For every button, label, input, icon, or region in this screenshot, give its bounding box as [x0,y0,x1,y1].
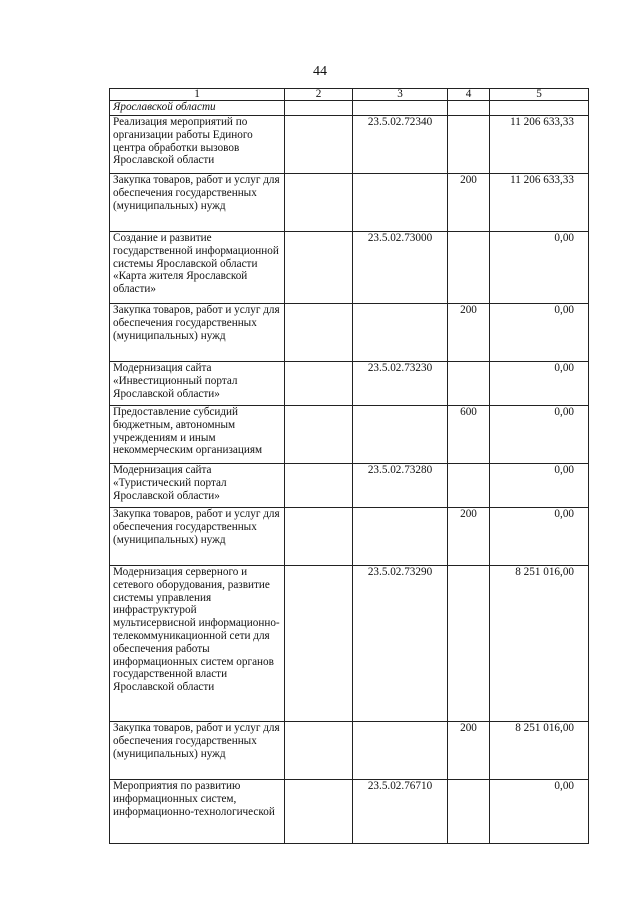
table-row [110,116,589,174]
row-code: 23.5.02.72340 [353,116,448,174]
row-name: Создание и развитие государственной информационной системы Ярославской области «Карта жителя Ярославской области» [110,232,285,304]
empty-cell [353,101,448,116]
row-type [448,780,490,844]
table-row [110,174,589,232]
row-type: 200 [448,508,490,566]
row-name: Закупка товаров, работ и услуг для обеспечения государственных (муниципальных) нужд [110,174,285,232]
row-amount: 8 251 016,00 [490,566,589,722]
row-amount: 0,00 [490,304,589,362]
row-col2 [285,174,353,232]
table-row [110,304,589,362]
row-code: 23.5.02.73000 [353,232,448,304]
column-header: 2 [285,89,353,101]
row-name: Закупка товаров, работ и услуг для обеспечения государственных (муниципальных) нужд [110,508,285,566]
row-type [448,362,490,406]
empty-cell [490,101,589,116]
row-type [448,116,490,174]
column-header: 4 [448,89,490,101]
row-type: 200 [448,722,490,780]
row-col2 [285,508,353,566]
row-name: Закупка товаров, работ и услуг для обеспечения государственных (муниципальных) нужд [110,304,285,362]
row-code [353,174,448,232]
row-type [448,566,490,722]
page-number: 44 [313,64,327,79]
row-name: Мероприятия по развитию информационных систем, информационно-технологической [110,780,285,844]
row-code: 23.5.02.73230 [353,362,448,406]
row-col2 [285,566,353,722]
row-code: 23.5.02.76710 [353,780,448,844]
row-col2 [285,362,353,406]
row-col2 [285,406,353,464]
row-col2 [285,464,353,508]
row-name: Реализация мероприятий по организации работы Единого центра обработки вызовов Ярославской области [110,116,285,174]
row-code [353,304,448,362]
table-header-row [110,89,589,101]
row-name: Модернизация серверного и сетевого оборудования, развитие системы управления инфраструктурой мультисервисной информационно-телекоммуникационной сети для обеспечения работы информационных систем органов государственной власти Ярославской области [110,566,285,722]
table-row [110,406,589,464]
row-type: 200 [448,174,490,232]
row-col2 [285,722,353,780]
row-name: Модернизация сайта «Инвестиционный портал Ярославской области» [110,362,285,406]
row-amount: 0,00 [490,362,589,406]
row-type: 600 [448,406,490,464]
row-amount: 0,00 [490,232,589,304]
row-amount: 0,00 [490,508,589,566]
row-amount: 11 206 633,33 [490,116,589,174]
column-header: 5 [490,89,589,101]
region-label: Ярославской области [110,101,285,116]
row-code [353,508,448,566]
column-header: 3 [353,89,448,101]
row-amount: 0,00 [490,406,589,464]
row-code [353,722,448,780]
row-code: 23.5.02.73280 [353,464,448,508]
row-col2 [285,780,353,844]
row-col2 [285,116,353,174]
row-amount: 0,00 [490,464,589,508]
table-row [110,508,589,566]
row-amount: 8 251 016,00 [490,722,589,780]
row-col2 [285,304,353,362]
row-code [353,406,448,464]
budget-table [109,88,589,844]
row-name: Закупка товаров, работ и услуг для обеспечения государственных (муниципальных) нужд [110,722,285,780]
row-name: Предоставление субсидий бюджетным, автономным учреждениям и иным некоммерческим организациям [110,406,285,464]
row-type [448,232,490,304]
empty-cell [285,101,353,116]
row-amount: 11 206 633,33 [490,174,589,232]
table-row [110,362,589,406]
row-code: 23.5.02.73290 [353,566,448,722]
empty-cell [448,101,490,116]
row-amount: 0,00 [490,780,589,844]
table-row [110,232,589,304]
column-header: 1 [110,89,285,101]
table-row [110,464,589,508]
table-row [110,722,589,780]
row-type: 200 [448,304,490,362]
row-name: Модернизация сайта «Туристический портал Ярославской области» [110,464,285,508]
row-col2 [285,232,353,304]
table-row [110,780,589,844]
table-row [110,566,589,722]
row-type [448,464,490,508]
region-header-row [110,101,589,116]
